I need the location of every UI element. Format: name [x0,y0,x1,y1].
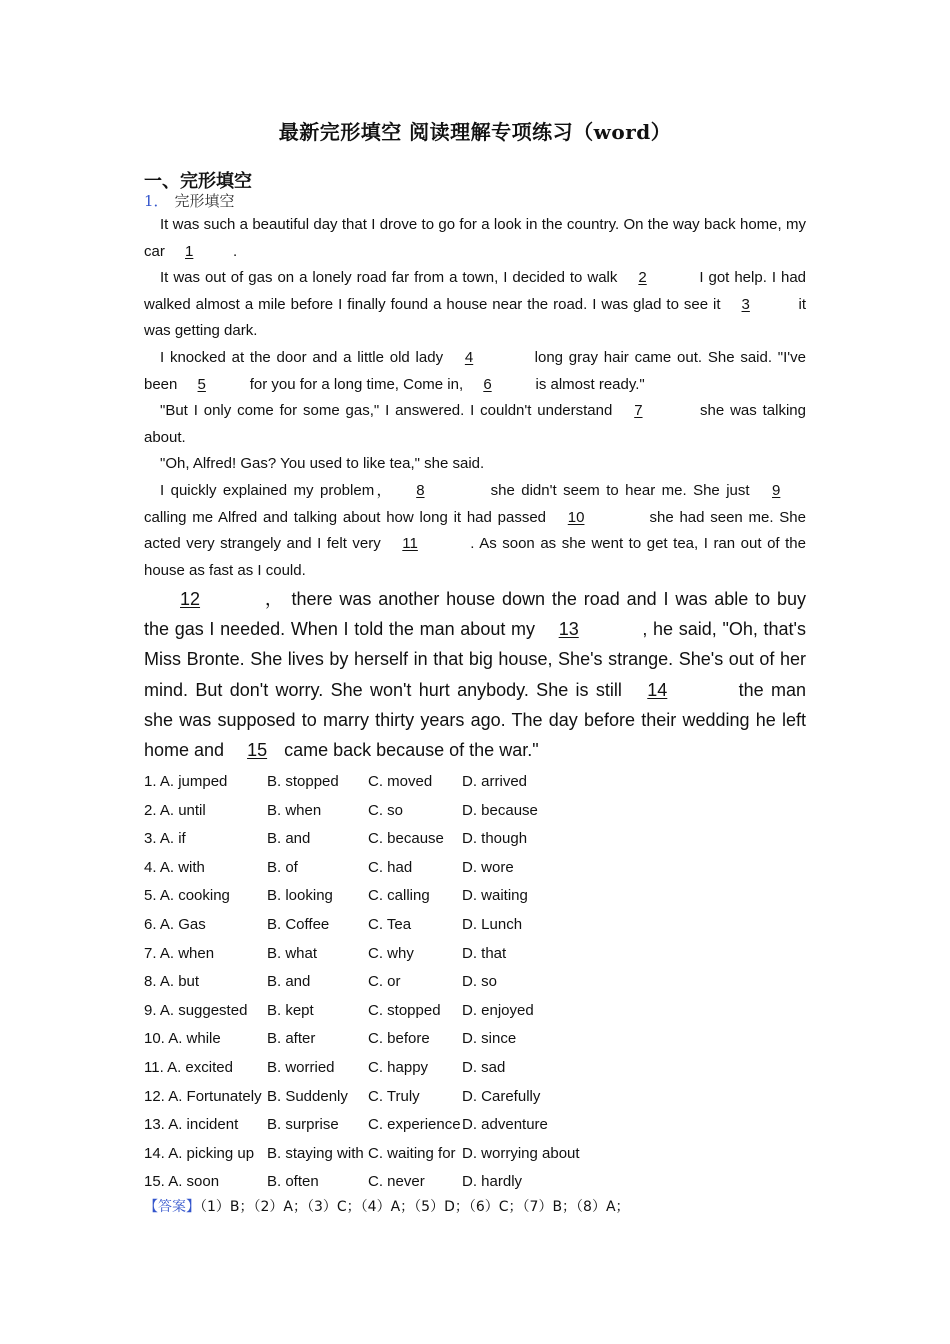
passage-large [144,584,806,765]
question-header [144,190,235,211]
passage-paragraph: I quickly explained my problem， 8 she didn't seem to hear me. She just 9 calling me Alfred and talking about how long it had passed 10 she had seen me. She acted very strangely and I felt very 11 . As soon as she went to get tea, I ran out of the house as fast as I could. [144,478,806,584]
answer-line [144,1196,630,1216]
passage-paragraph: "But I only come for some gas," I answered. I couldn't understand 7 she was talking about. [144,398,806,451]
blank-3: 3 [741,295,750,313]
passage-paragraph: It was out of gas on a lonely road far from a town, I decided to walk 2 I got help. I had walked almost a mile before I finally found a house near the road. I was glad to see it 3 it was getting dark. [144,265,806,345]
passage-paragraph: I knocked at the door and a little old lady 4 long gray hair came out. She said. "I've been 5 for you for a long time, Come in, 6 is almost ready." [144,345,806,398]
blank-8: 8 [416,481,425,499]
blank-13: 13 [558,619,579,640]
passage-paragraph: It was such a beautiful day that I drove to go for a look in the country. On the way back home, my car 1 . [144,212,806,265]
blank-12: 12 [180,589,201,609]
question-label: 完形填空 [174,192,235,210]
blank-14: 14 [647,679,668,700]
blank-11: 11 [402,535,418,553]
document-page: 最新完形填空 阅读理解专项练习（word） 一、完形填空 1． 完形填空 It was such a beautiful day that I drove to go for a look in the country. On the way back home, my car 1 . It was out of gas on a lonely road far from a town, I decided to walk 2 I got help. I had walked almost a mile before I finally found a house near the road. I was glad to see it 3 it was getting dark. I knocked at the door and a little old lady 4 long gray hair came out. She said. "I've been 5 for you for a long time, Come in, 6 is almost ready." "But I only come for some gas," I answered. I couldn't understand 7 she was talking about. "Oh, Alfred! Gas? You used to like tea," she said. I quickly explained my problem， 8 she didn't seem to hear me. She just 9 calling me Alfred and talking about how long it had passed 10 she had seen me. She acted very strangely and I felt very 11 . As soon as she went to get tea, I ran out of the house as fast as I could. 12 ， there was another house down the road and I was able to buy the gas I needed. When I told the man about my 13 , he said, "Oh, that's Miss Bronte. She lives by herself in that big house, She's strange. She's out of her mind. But don't worry. She won't hurt anybody. She is still 14 the man she was supposed to marry thirty years ago. The day before their wedding he left home and 15 came back because of the war." 1. A. jumped B. stopped C. moved D. arrived 2. A. until B. when C. so D. because 3. A. if B. and C. because D. though 4. A. with B. of C. had D. wore 5. A. cooking B. looking C. calling D. waiting 6. A. Gas B. Coffee C. Tea D. Lunch 7. A. when B. what C. why D. that 8. A. but B. and C. or D. so 9. A. suggested B. kept C. stopped D. enjoyed 10. A. while B. after C. before D. since 11. A. excited B. worried C. happy D. sad 12. A. Fortunately B. Suddenly C. Truly D. Carefully 13. A. incident B. surprise C. experience D. adventure 14. A. picking up B. staying with C. waiting for D. worrying about 15. A. soon B. often C. never D. hardly 【答案】（1）B；（2）A；（3）C；（4）A；（5）D；（6）C；（7）B；（8）A； [0,0,950,1344]
blank-4: 4 [464,348,474,366]
blank-5: 5 [197,375,206,393]
blank-9: 9 [772,481,781,499]
blank-10: 10 [567,508,585,526]
blank-7: 7 [634,402,643,420]
blank-1: 1 [185,242,194,260]
passage-paragraph: 12 ， there was another house down the road and I was able to buy the gas I needed. When I told the man about my 13 , he said, "Oh, that's Miss Bronte. She lives by herself in that big house, She's strange. She's out of her mind. But don't worry. She won't hurt anybody. She is still 14 the man she was supposed to marry thirty years ago. The day before their wedding he left home and 15 came back because of the war." [144,584,806,765]
passage-paragraph: "Oh, Alfred! Gas? You used to like tea," she said. [160,455,485,473]
blank-2: 2 [638,269,647,287]
blank-15: 15 [247,740,268,761]
page-title: 最新完形填空 阅读理解专项练习（word） [278,120,672,144]
section-heading: 一、完形填空 [144,171,252,192]
passage-small [144,212,806,584]
answer-text: （1）B；（2）A；（3）C；（4）A；（5）D；（6）C；（7）B；（8）A； [200,1199,630,1215]
question-number: 1． [144,192,169,210]
blank-6: 6 [483,375,492,393]
answer-tag: 【答案】 [144,1199,200,1215]
